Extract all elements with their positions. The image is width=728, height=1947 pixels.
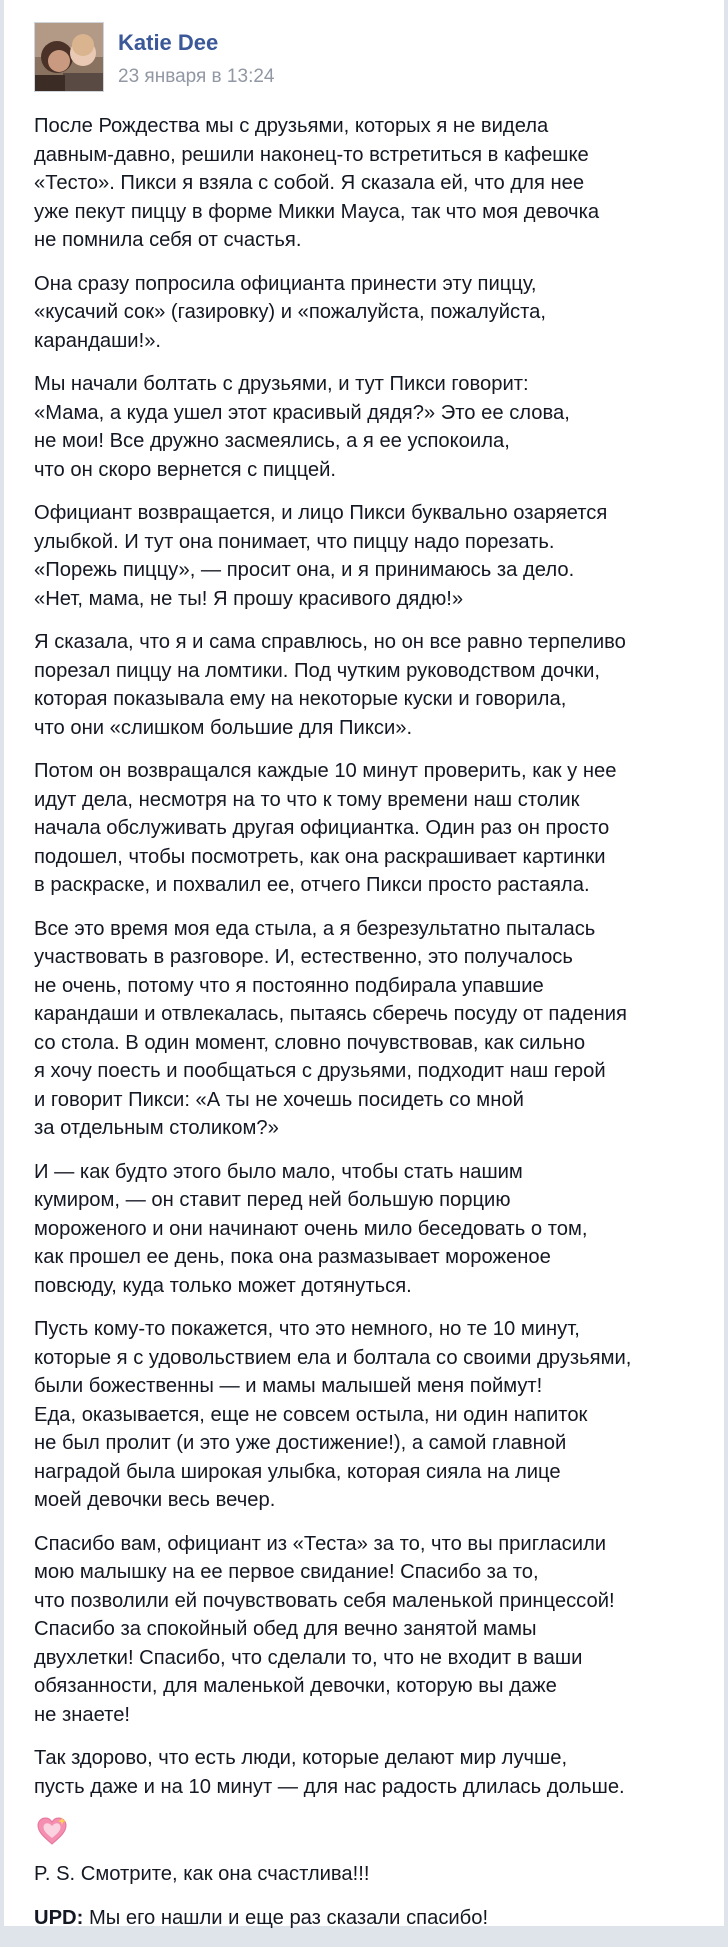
- sparkling-heart-icon: [36, 1816, 704, 1848]
- text-line: в раскраске, и похвалил ее, отчего Пикси просто растаяла.: [34, 874, 590, 896]
- text-line: Спасибо вам, официант из «Теста» за то, что вы пригласили: [34, 1532, 607, 1555]
- text-line: не мои! Все дружно засмеялись, а я ее успокоила,: [34, 430, 510, 452]
- post-paragraph: [34, 1315, 704, 1515]
- post-paragraph: [34, 915, 704, 1143]
- avatar[interactable]: [34, 22, 104, 92]
- text-line: пусть даже и на 10 минут — для нас радость длилась дольше.: [34, 1775, 625, 1798]
- text-line: моей девочки весь вечер.: [34, 1489, 276, 1511]
- text-line: Так здорово, что есть люди, которые делают мир лучше,: [34, 1747, 568, 1769]
- text-line: карандаши и отвлекалась, пытаясь сберечь посуду от падения: [34, 1003, 627, 1025]
- text-line: Спасибо за спокойный обед для вечно занятой мамы: [34, 1618, 537, 1640]
- post-ps: P. S. Смотрите, как она счастлива!!!: [34, 1863, 370, 1885]
- text-line: не очень, потому что я постоянно подбирала упавшие: [34, 974, 544, 997]
- post-paragraph: [34, 757, 704, 900]
- post-paragraph: [34, 112, 704, 255]
- post-paragraph: [34, 370, 704, 484]
- text-line: как прошел ее день, пока она размазывает мороженое: [34, 1246, 551, 1268]
- text-line: начала обслуживать другая официантка. Один раз он просто: [34, 817, 610, 839]
- text-line: После Рождества мы с друзьями, которых я не видела: [34, 115, 549, 137]
- text-line: что они «слишком большие для Пикси».: [34, 716, 413, 739]
- post-update: [34, 1904, 704, 1933]
- text-line: со стола. В один момент, словно почувствовав, как сильно: [34, 1031, 586, 1054]
- text-line: Еда, оказывается, еще не совсем остыла, ни один напиток: [34, 1403, 588, 1426]
- text-line: Потом он возвращался каждые 10 минут проверить, как у нее: [34, 760, 617, 782]
- text-line: мороженого и они начинают очень мило беседовать о том,: [34, 1217, 588, 1240]
- text-line: Пусть кому-то покажется, что это немного, но те 10 минут,: [34, 1318, 580, 1340]
- update-label: UPD:: [34, 1906, 84, 1929]
- text-line: давным-давно, решили наконец-то встретиться в кафешке: [34, 143, 589, 166]
- text-line: не помнила себя от счастья.: [34, 229, 302, 251]
- text-line: кумиром, — он ставит перед ней большую порцию: [34, 1189, 511, 1211]
- post-paragraph: [34, 499, 704, 613]
- text-line: Мы начали болтать с друзьями, и тут Пикси говорит:: [34, 373, 529, 395]
- text-line: «Нет, мама, не ты! Я прошу красивого дядю!»: [34, 587, 464, 610]
- text-line: двухлетки! Спасибо, что сделали то, что не входит в ваши: [34, 1646, 583, 1669]
- post-paragraphs: [34, 112, 704, 1801]
- post-paragraph: [34, 628, 704, 742]
- text-line: повсюду, куда только может дотянуться.: [34, 1274, 412, 1297]
- text-line: и говорит Пикси: «А ты не хочешь посидеть со мной: [34, 1088, 524, 1111]
- text-line: Я сказала, что я и сама справлюсь, но он все равно терпеливо: [34, 631, 626, 653]
- text-line: порезал пиццу на ломтики. Под чутким руководством дочки,: [34, 659, 600, 682]
- post-paragraph: [34, 1530, 704, 1730]
- text-line: обязанности, для маленькой девочки, которую вы даже: [34, 1675, 557, 1697]
- update-text: Мы его нашли и еще раз сказали спасибо!: [83, 1906, 489, 1929]
- text-line: «Тесто». Пикси я взяла с собой. Я сказала ей, что для нее: [34, 172, 585, 194]
- text-line: которые я с удовольствием ела и болтала со своими друзьями,: [34, 1346, 632, 1369]
- text-line: за отдельным столиком?»: [34, 1117, 279, 1139]
- text-line: улыбкой. И тут она понимает, что пиццу надо порезать.: [34, 530, 555, 553]
- text-line: идут дела, несмотря на то что к тому времени наш столик: [34, 788, 580, 811]
- text-line: наградой была широкая улыбка, которая сияла на лице: [34, 1460, 561, 1483]
- post-body: [34, 112, 704, 1947]
- text-line: что он скоро вернется с пиццей.: [34, 458, 337, 481]
- author-name[interactable]: Katie Dee: [118, 30, 219, 55]
- text-line: «кусачий сок» (газировку) и «пожалуйста, пожалуйста,: [34, 301, 547, 323]
- post-paragraph: [34, 1158, 704, 1301]
- text-line: уже пекут пиццу в форме Микки Мауса, так что моя девочка: [34, 200, 600, 223]
- text-line: не был пролит (и это уже достижение!), а самой главной: [34, 1432, 567, 1454]
- text-line: «Мама, а куда ушел этот красивый дядя?» Это ее слова,: [34, 401, 570, 424]
- post-card: [4, 0, 724, 1929]
- text-line: И — как будто этого было мало, чтобы стать нашим: [34, 1160, 523, 1183]
- text-line: я хочу поесть и пообщаться с друзьями, подходит наш герой: [34, 1060, 606, 1082]
- text-line: которая показывала ему на некоторые куски и говорила,: [34, 688, 567, 710]
- text-line: Все это время моя еда стыла, а я безрезультатно пыталась: [34, 917, 596, 940]
- text-line: мою малышку на ее первое свидание! Спасибо за то,: [34, 1561, 539, 1583]
- post-paragraph: [34, 270, 704, 356]
- post-paragraph: [34, 1744, 704, 1801]
- text-line: Официант возвращается, и лицо Пикси буквально озаряется: [34, 502, 608, 524]
- post-timestamp[interactable]: 23 января в 13:24: [118, 66, 275, 87]
- text-line: подошел, чтобы посмотреть, как она раскрашивает картинки: [34, 845, 606, 868]
- text-line: Она сразу попросила официанта принести эту пиццу,: [34, 272, 537, 295]
- text-line: карандаши!».: [34, 329, 162, 352]
- profile-photo: [35, 23, 103, 91]
- text-line: «Порежь пиццу», — просит она, и я принимаюсь за дело.: [34, 559, 575, 581]
- text-line: что позволили ей почувствовать себя маленькой принцессой!: [34, 1589, 615, 1612]
- text-line: не знаете!: [34, 1703, 131, 1726]
- text-line: участвовать в разговоре. И, естественно, это получалось: [34, 946, 573, 968]
- text-line: были божественны — и мамы малышей меня поймут!: [34, 1375, 543, 1397]
